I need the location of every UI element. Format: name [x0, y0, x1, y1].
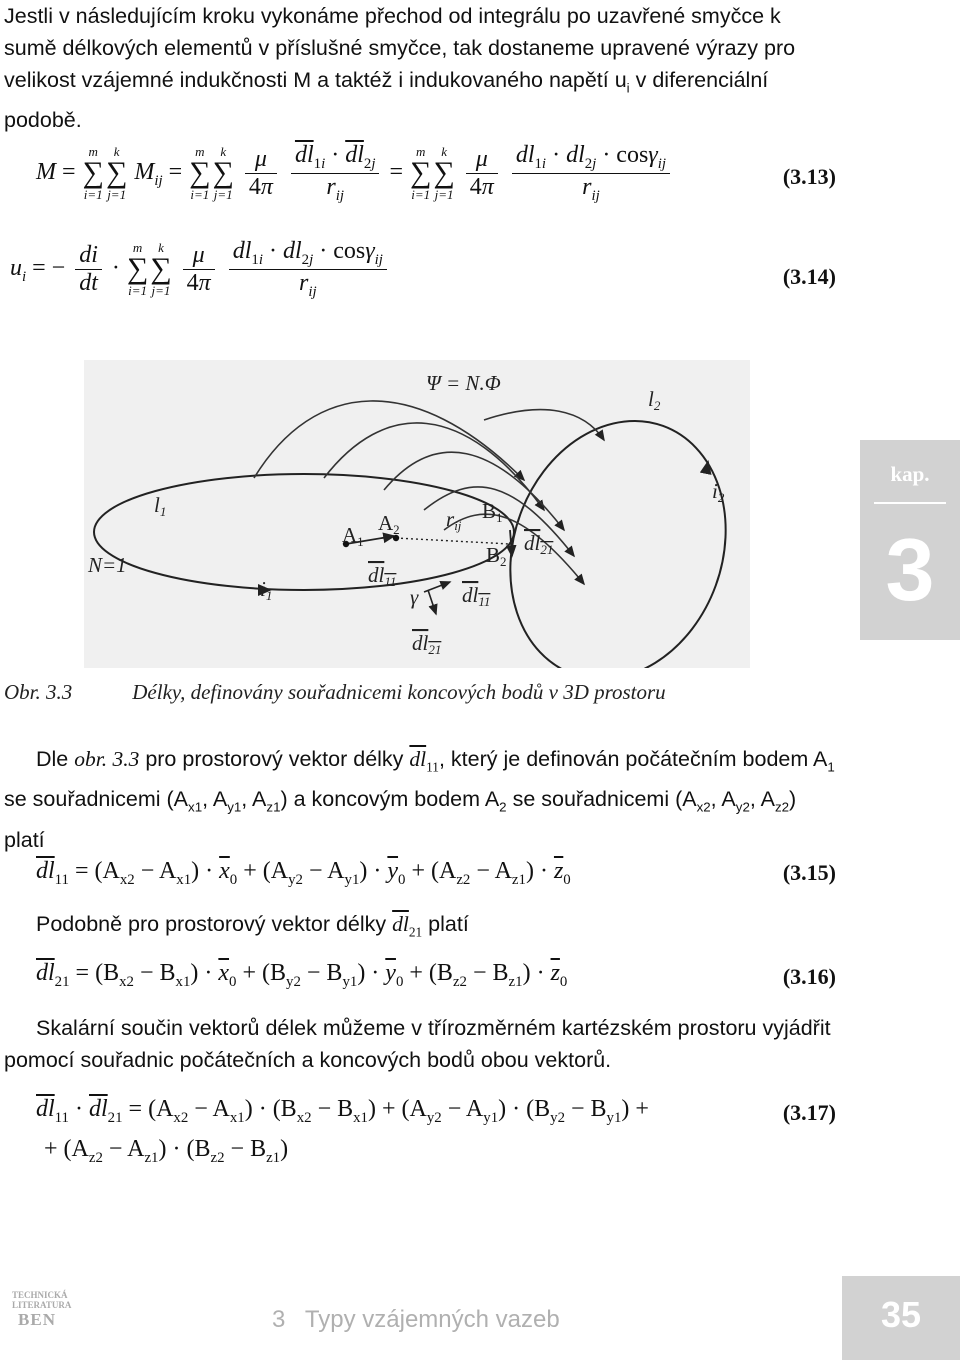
label-dl21-b: dl21 [412, 631, 442, 657]
equation-number-3-16: (3.16) [782, 964, 836, 989]
page-number-box [842, 1276, 960, 1360]
equation-number-3-14: (3.14) [782, 264, 836, 289]
equation-3-13: M = m ∑ i=1 k ∑ j=1 $M_{ij}$ = m ∑ i=1 k ∑ j=1 $\frac{\mu}{4\pi}$ $\frac{\overline{dl}_{1i} \cdot \overline{dl}_{2j}}{r_{ij}}$ = m ∑ i=1 k ∑ j=1 $\frac{\mu}{4\pi}$ $\frac{dl_{1i} \cdot dl_{2j} \cdot \cos\gamma_{ij}}{r_{ij}}$ [36, 142, 836, 205]
equation-number-3-13: (3.13) [782, 164, 836, 189]
equation-number-3-17: (3.17) [782, 1100, 836, 1125]
psi-label: Ψ = N.Φ [426, 371, 501, 395]
equation-3-16: $\overline{dl}_{21} = (B_{x2} - B_{x1}) \cdot \overline{x}_0 + (B_{y2} - B_{y1}) \cdot \overline{y}_0 + (B_{z2} - B_{z1}) \cdot \overline{z}_0$ [36, 960, 568, 990]
intro-paragraph: Jestli v následujícím kroku vykonáme přechod od integrálu po uzavřené smyčce k sumě délkových elementů v příslušné smyčce, tak dostaneme upravené výrazy pro velikost vzájemné indukčnosti M a taktéž i indukovaného napětí $u_i$ v diferenciální podobě. [4, 4, 796, 133]
podobne-paragraph: Podobně pro prostorový vektor délky $\overline{dl}_{21}$ platí [36, 912, 469, 940]
label-b1: B1 [482, 499, 503, 525]
figure-3-3 [84, 360, 750, 668]
caption-label: Obr. 3.3 [4, 680, 73, 704]
chapter-tab-rule [874, 502, 946, 504]
label-a1: A1 [342, 523, 364, 549]
label-i2: i2 [712, 479, 725, 505]
dle-paragraph: Dle obr. 3.3 pro prostorový vektor délky $\overline{dl}_{11}$, který je definován počátečním bodem $A_1$ se souřadnicemi ($A_{x1}$, $A_{y1}$, $A_{z1}$) a koncovým bodem $A_2$ se souřadnicemi ($A_{x2}$, $A_{y2}$, $A_{z2}$) platí [4, 747, 835, 852]
footer-chapter-title: 3 Typy vzájemných vazeb [272, 1306, 560, 1333]
equation-3-15: $\overline{dl}_{11} = (A_{x2} - A_{x1}) \cdot \overline{x}_0 + (A_{y2} - A_{y1}) \cdot \overline{y}_0 + (A_{z2} - A_{z1}) \cdot \overline{z}_0$ [36, 858, 571, 888]
label-i1: i1 [260, 577, 273, 603]
figure-caption [4, 680, 666, 705]
equation-3-14: $u_i$ = − $\frac{di}{dt}$ · m ∑ i=1 k ∑ j=1 $\frac{\mu}{4\pi}$ $\frac{dl_{1i} \cdot dl_{2j} \cdot \cos\gamma_{ij}}{r_{ij}}$ [10, 238, 810, 301]
equation-3-17-line1: $\overline{dl}_{11} \cdot \overline{dl}_{21} = (A_{x2} - A_{x1}) \cdot (B_{x2} - B_{x1}) + (A_{y2} - A_{y1}) \cdot (B_{y2} - B_{y1})$ + [36, 1096, 649, 1126]
label-dl11-a: dl11 [368, 563, 397, 589]
equation-3-17-line2: + $(A_{z2} - A_{z1}) \cdot (B_{z2} - B_{z1})$ [44, 1136, 289, 1166]
chapter-tab-word: kap. [890, 462, 930, 486]
label-gamma: γ [410, 585, 419, 609]
figure-diagram [84, 360, 750, 668]
chapter-tab [860, 440, 960, 640]
label-n1: N=1 [88, 553, 127, 577]
label-dl11-b: dl11 [462, 583, 491, 609]
skalarni-paragraph: Skalární součin vektorů délek můžeme v třírozměrném kartézském prostoru vyjádřit pomocí souřadnic počátečních a koncových bodů obou vektorů. [4, 1016, 831, 1072]
page-number: 35 [880, 1294, 922, 1335]
label-b2: B2 [486, 543, 507, 569]
chapter-tab-number: 3 [885, 520, 935, 619]
publisher-logo: TECHNICKÁ LITERATURA BEN [12, 1290, 72, 1329]
equation-number-3-15: (3.15) [782, 860, 836, 885]
caption-text: Délky, definovány souřadnicemi koncových bodů v 3D prostoru [132, 680, 666, 704]
label-rij: rij [446, 507, 462, 533]
label-l1: l1 [154, 493, 167, 519]
label-dl21-a: dl21 [524, 531, 554, 557]
label-l2: l2 [648, 387, 661, 413]
label-a2: A2 [378, 511, 400, 537]
